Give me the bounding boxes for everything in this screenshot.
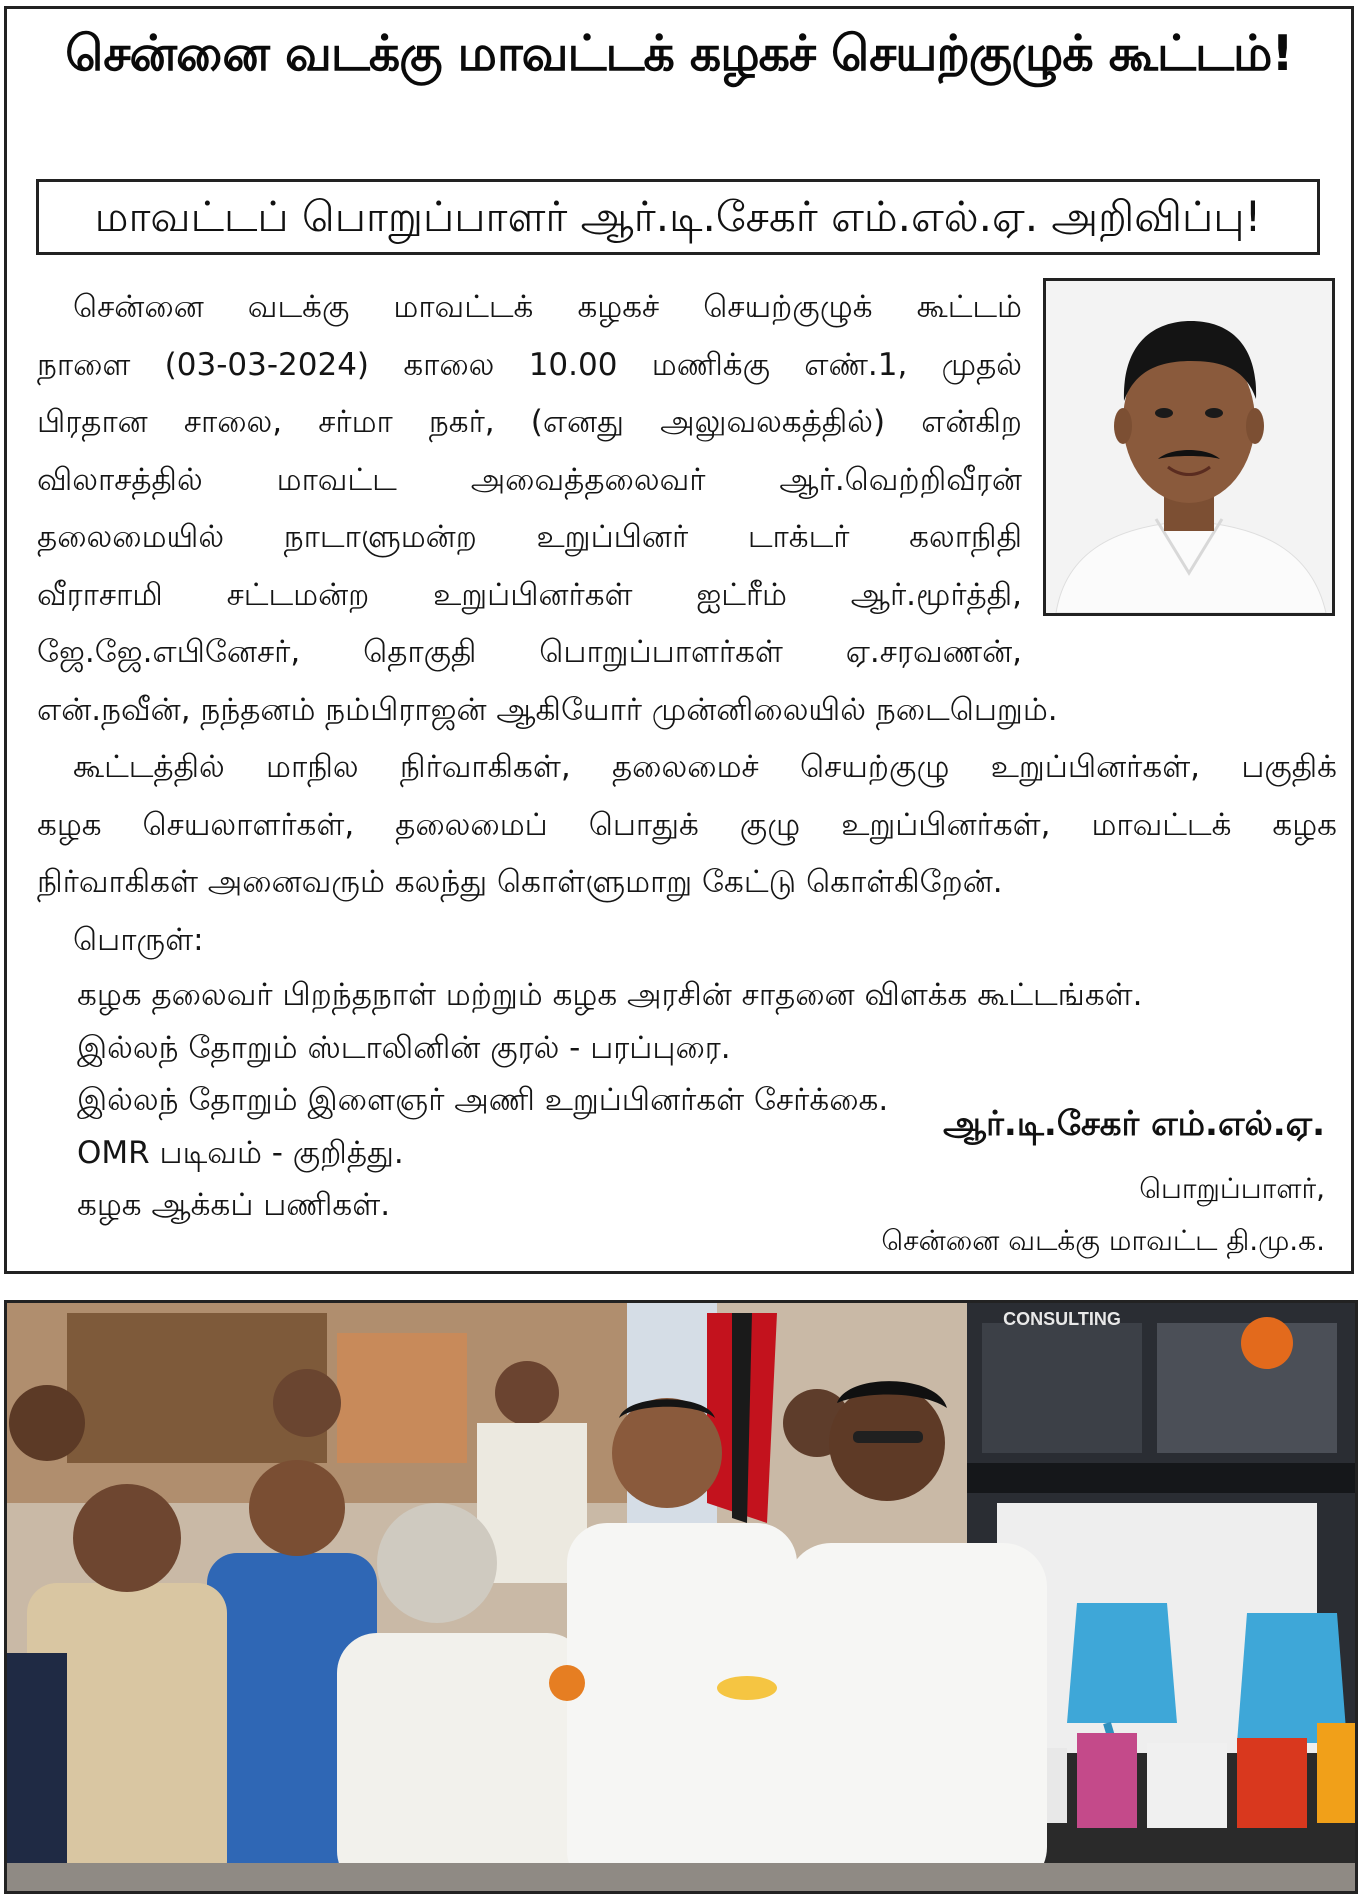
topic-item: கழக தலைவர் பிறந்தநாள் மற்றும் கழக அரசின் சாதனை விளக்க கூட்டங்கள். <box>77 977 1143 1013</box>
paragraph1-line: வீராசாமி சட்டமன்ற உறுப்பினர்கள் ஐட்ரீம் ஆர்.மூர்த்தி, <box>37 576 1022 613</box>
notice-body <box>37 279 1337 1232</box>
topic-item: OMR படிவம் - குறித்து. <box>77 1134 404 1171</box>
signboard-text: CONSULTING <box>1003 1309 1121 1329</box>
paragraph1-line: ஜே.ஜே.எபினேசர், தொகுதி பொறுப்பாளர்கள் ஏ.சரவணன், <box>37 634 1022 670</box>
event-photo <box>4 1300 1358 1894</box>
subject-label: பொருள்: <box>73 921 204 958</box>
notice-box <box>4 6 1354 1274</box>
paragraph2-line: கழக செயலாளர்கள், தலைமைப் பொதுக் குழு உறுப்பினர்கள், மாவட்டக் கழக <box>37 806 1337 843</box>
paragraph2-line: நிர்வாகிகள் அனைவரும் கலந்து கொள்ளுமாறு கேட்டு கொள்கிறேன். <box>37 864 1003 900</box>
headline: சென்னை வடக்கு மாவட்டக் கழகச் செயற்குழுக் கூட்டம்! <box>65 25 1293 82</box>
subheadline-box: மாவட்டப் பொறுப்பாளர் ஆர்.டி.சேகர் எம்.எல்.ஏ. அறிவிப்பு! <box>36 179 1320 255</box>
paragraph1-line: நாளை (03-03-2024) காலை 10.00 மணிக்கு எண்.1, முதல் <box>37 346 1022 383</box>
paragraph1-line: என்.நவீன், நந்தனம் நம்பிராஜன் ஆகியோர் முன்னிலையில் நடைபெறும். <box>37 691 1058 728</box>
paragraph1-line: சென்னை வடக்கு மாவட்டக் கழகச் செயற்குழுக் கூட்டம் <box>73 289 1022 325</box>
signature-name: ஆர்.டி.சேகர் எம்.எல்.ஏ. <box>943 1104 1325 1144</box>
paragraph1-line: பிரதான சாலை, சர்மா நகர், (எனது அலுவலகத்தில்) என்கிற <box>37 404 1022 440</box>
event-photo-image <box>7 1303 1355 1891</box>
topic-item: இல்லந் தோறும் ஸ்டாலினின் குரல் - பரப்புரை. <box>77 1029 731 1066</box>
paragraph2-line: கூட்டத்தில் மாநில நிர்வாகிகள், தலைமைச் செயற்குழு உறுப்பினர்கள், பகுதிக் <box>73 749 1337 785</box>
paragraph1-line: விலாசத்தில் மாவட்ட அவைத்தலைவர் ஆர்.வெற்றிவீரன் <box>37 461 1022 498</box>
topic-item: கழக ஆக்கப் பணிகள். <box>77 1187 391 1223</box>
signature-org: சென்னை வடக்கு மாவட்ட தி.மு.க. <box>881 1224 1325 1257</box>
paragraph1-line: தலைமையில் நாடாளுமன்ற உறுப்பினர் டாக்டர் கலாநிதி <box>37 519 1022 555</box>
signature-role: பொறுப்பாளர், <box>1139 1172 1325 1205</box>
topic-item: இல்லந் தோறும் இளைஞர் அணி உறுப்பினர்கள் சேர்க்கை. <box>77 1082 889 1118</box>
